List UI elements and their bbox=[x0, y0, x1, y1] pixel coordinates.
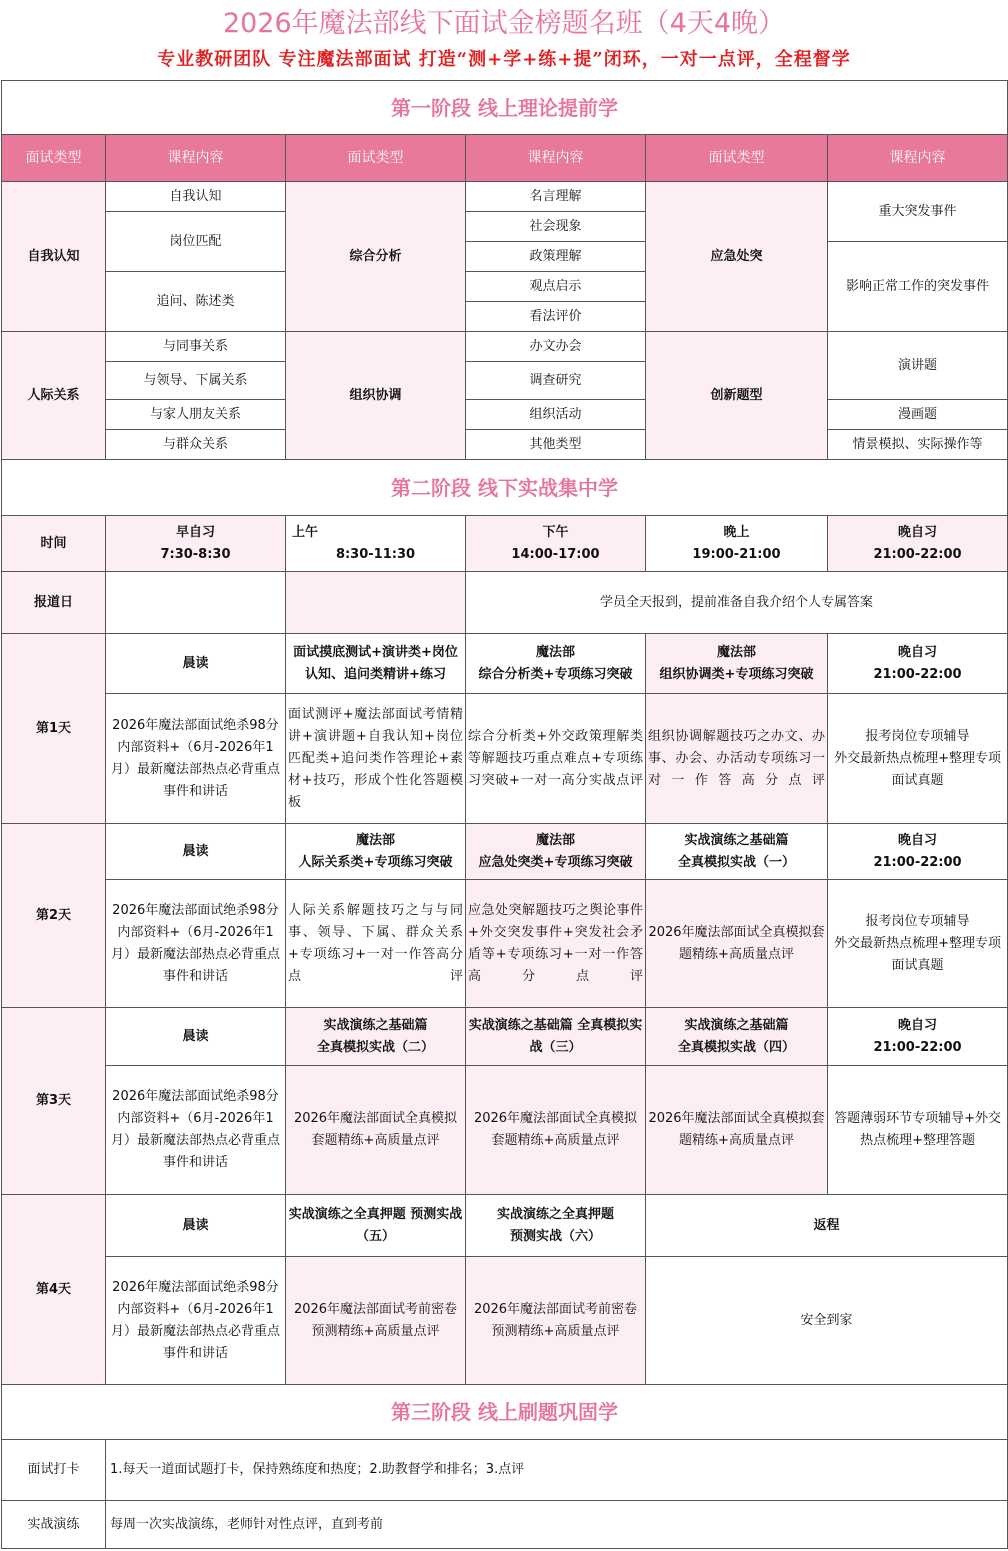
category-cell: 人际关系 bbox=[2, 332, 106, 460]
session-detail: 2026年魔法部面试考前密卷预测精练+高质量点评 bbox=[466, 1257, 646, 1385]
header-cell: 面试类型 bbox=[286, 135, 466, 182]
stage3-item-row bbox=[2, 1501, 1008, 1549]
session-detail: 2026年魔法部面试绝杀98分内部资料+（6月-2026年1月）最新魔法部热点必背重点事件和讲话 bbox=[106, 1257, 286, 1385]
time-cell: 早自习 7:30-8:30 bbox=[106, 516, 286, 572]
session-detail: 综合分析类+外交政策理解类等解题技巧重点难点+专项练习突破+一对一高分实战点评 bbox=[466, 694, 646, 824]
day-label: 第2天 bbox=[2, 824, 106, 1008]
session-title: 晨读 bbox=[106, 1008, 286, 1066]
content-cell: 与同事关系 bbox=[106, 332, 286, 362]
day-top-row bbox=[2, 824, 1008, 880]
day-label: 第3天 bbox=[2, 1008, 106, 1195]
content-cell: 政策理解 bbox=[466, 242, 646, 272]
time-row bbox=[2, 516, 1008, 572]
category-cell: 创新题型 bbox=[646, 332, 828, 460]
day-bottom-row bbox=[2, 880, 1008, 1008]
session-detail: 报考岗位专项辅导 外交最新热点梳理+整理专项面试真题 bbox=[828, 694, 1008, 824]
day-bottom-row bbox=[2, 1257, 1008, 1385]
stage3-item-row bbox=[2, 1440, 1008, 1501]
content-cell: 情景模拟、实际操作等 bbox=[828, 430, 1008, 460]
session-title: 晨读 bbox=[106, 634, 286, 694]
stage1-row bbox=[2, 81, 1008, 135]
session-detail: 安全到家 bbox=[646, 1257, 1008, 1385]
content-cell: 观点启示 bbox=[466, 272, 646, 302]
time-cell: 晚上 19:00-21:00 bbox=[646, 516, 828, 572]
time-cell: 上午 8:30-11:30 bbox=[286, 516, 466, 572]
day-bottom-row bbox=[2, 1066, 1008, 1195]
session-detail: 2026年魔法部面试绝杀98分内部资料+（6月-2026年1月）最新魔法部热点必背重点事件和讲话 bbox=[106, 1066, 286, 1195]
session-title: 实战演练之全真押题 预测实战（六） bbox=[466, 1195, 646, 1257]
session-title: 晚自习 21:00-22:00 bbox=[828, 824, 1008, 880]
day-top-row bbox=[2, 634, 1008, 694]
session-title: 实战演练之基础篇 全真模拟实战（二） bbox=[286, 1008, 466, 1066]
content-cell: 与群众关系 bbox=[106, 430, 286, 460]
report-label: 报道日 bbox=[2, 572, 106, 634]
empty-cell bbox=[286, 572, 466, 634]
stage1-header-row bbox=[2, 135, 1008, 182]
time-label: 时间 bbox=[2, 516, 106, 572]
stage2-row bbox=[2, 460, 1008, 516]
session-title: 晨读 bbox=[106, 824, 286, 880]
session-title: 实战演练之基础篇 全真模拟实战（一） bbox=[646, 824, 828, 880]
header-cell: 课程内容 bbox=[466, 135, 646, 182]
session-detail: 组织协调解题技巧之办文、办事、办会、办活动专项练习一对一作答高分点评 bbox=[646, 694, 828, 824]
stage3-text: 每周一次实战演练，老师针对性点评，直到考前 bbox=[106, 1501, 1008, 1549]
session-detail: 2026年魔法部面试绝杀98分内部资料+（6月-2026年1月）最新魔法部热点必背重点事件和讲话 bbox=[106, 694, 286, 824]
day-label: 第4天 bbox=[2, 1195, 106, 1385]
stage3-label: 面试打卡 bbox=[2, 1440, 106, 1501]
stage3-text: 1.每天一道面试题打卡，保持熟练度和热度；2.助教督学和排名；3.点评 bbox=[106, 1440, 1008, 1501]
session-title: 实战演练之基础篇 全真模拟实战（三） bbox=[466, 1008, 646, 1066]
session-title: 魔法部 综合分析类+专项练习突破 bbox=[466, 634, 646, 694]
content-cell: 岗位匹配 bbox=[106, 212, 286, 272]
content-cell: 重大突发事件 bbox=[828, 182, 1008, 242]
session-title: 实战演练之全真押题 预测实战（五） bbox=[286, 1195, 466, 1257]
schedule-table bbox=[1, 80, 1008, 1549]
time-cell: 下午 14:00-17:00 bbox=[466, 516, 646, 572]
content-cell: 追问、陈述类 bbox=[106, 272, 286, 332]
session-title: 晚自习 21:00-22:00 bbox=[828, 634, 1008, 694]
stage1-title: 第一阶段 线上理论提前学 bbox=[2, 81, 1008, 135]
session-detail: 人际关系解题技巧之与与同事、领导、下属、群众关系+专项练习+一对一作答高分点评 bbox=[286, 880, 466, 1008]
content-cell: 漫画题 bbox=[828, 400, 1008, 430]
session-detail: 答题薄弱环节专项辅导+外交热点梳理+整理答题 bbox=[828, 1066, 1008, 1195]
session-detail: 2026年魔法部面试全真模拟套题精练+高质量点评 bbox=[646, 880, 828, 1008]
time-cell: 晚自习 21:00-22:00 bbox=[828, 516, 1008, 572]
content-cell: 调查研究 bbox=[466, 362, 646, 400]
stage3-title: 第三阶段 线上刷题巩固学 bbox=[2, 1385, 1008, 1440]
stage3-row bbox=[2, 1385, 1008, 1440]
content-cell: 办文办会 bbox=[466, 332, 646, 362]
header-cell: 面试类型 bbox=[646, 135, 828, 182]
session-title: 魔法部 人际关系类+专项练习突破 bbox=[286, 824, 466, 880]
day-top-row bbox=[2, 1195, 1008, 1257]
header-cell: 课程内容 bbox=[828, 135, 1008, 182]
session-detail: 应急处突解题技巧之舆论事件+外交突发事件+突发社会矛盾等+专项练习+一对一作答高分点评 bbox=[466, 880, 646, 1008]
day-bottom-row bbox=[2, 694, 1008, 824]
empty-cell bbox=[106, 572, 286, 634]
session-detail: 面试测评+魔法部面试考情精讲+演讲题+自我认知+岗位匹配类+追问类作答理论+素材+技巧，形成个性化答题模板 bbox=[286, 694, 466, 824]
stage3-label: 实战演练 bbox=[2, 1501, 106, 1549]
category-cell: 组织协调 bbox=[286, 332, 466, 460]
session-detail: 2026年魔法部面试绝杀98分内部资料+（6月-2026年1月）最新魔法部热点必背重点事件和讲话 bbox=[106, 880, 286, 1008]
content-cell: 其他类型 bbox=[466, 430, 646, 460]
session-title: 魔法部 组织协调类+专项练习突破 bbox=[646, 634, 828, 694]
day-label: 第1天 bbox=[2, 634, 106, 824]
report-row bbox=[2, 572, 1008, 634]
session-detail: 报考岗位专项辅导 外交最新热点梳理+整理专项面试真题 bbox=[828, 880, 1008, 1008]
content-cell: 看法评价 bbox=[466, 302, 646, 332]
category-cell: 自我认知 bbox=[2, 182, 106, 332]
session-title: 面试摸底测试+演讲类+岗位认知、追问类精讲+练习 bbox=[286, 634, 466, 694]
page-subtitle: 专业教研团队 专注魔法部面试 打造“测+学+练+提”闭环，一对一点评，全程督学 bbox=[157, 49, 851, 70]
session-title: 返程 bbox=[646, 1195, 1008, 1257]
page-title: 2026年魔法部线下面试金榜题名班（4天4晚） bbox=[222, 8, 786, 39]
stage2-title: 第二阶段 线下实战集中学 bbox=[2, 460, 1008, 516]
content-cell: 演讲题 bbox=[828, 332, 1008, 400]
session-detail: 2026年魔法部面试全真模拟套题精练+高质量点评 bbox=[286, 1066, 466, 1195]
content-cell: 社会现象 bbox=[466, 212, 646, 242]
category-cell: 综合分析 bbox=[286, 182, 466, 332]
session-title: 晚自习 21:00-22:00 bbox=[828, 1008, 1008, 1066]
content-cell: 影响正常工作的突发事件 bbox=[828, 242, 1008, 332]
session-title: 实战演练之基础篇 全真模拟实战（四） bbox=[646, 1008, 828, 1066]
session-title: 魔法部 应急处突类+专项练习突破 bbox=[466, 824, 646, 880]
content-cell: 与领导、下属关系 bbox=[106, 362, 286, 400]
report-text: 学员全天报到，提前准备自我介绍个人专属答案 bbox=[466, 572, 1008, 634]
session-title: 晨读 bbox=[106, 1195, 286, 1257]
category-cell: 应急处突 bbox=[646, 182, 828, 332]
session-detail: 2026年魔法部面试考前密卷预测精练+高质量点评 bbox=[286, 1257, 466, 1385]
content-cell: 名言理解 bbox=[466, 182, 646, 212]
header-cell: 面试类型 bbox=[2, 135, 106, 182]
content-cell: 组织活动 bbox=[466, 400, 646, 430]
day-top-row bbox=[2, 1008, 1008, 1066]
content-cell: 自我认知 bbox=[106, 182, 286, 212]
header-cell: 课程内容 bbox=[106, 135, 286, 182]
content-cell: 与家人朋友关系 bbox=[106, 400, 286, 430]
session-detail: 2026年魔法部面试全真模拟套题精练+高质量点评 bbox=[466, 1066, 646, 1195]
session-detail: 2026年魔法部面试全真模拟套题精练+高质量点评 bbox=[646, 1066, 828, 1195]
